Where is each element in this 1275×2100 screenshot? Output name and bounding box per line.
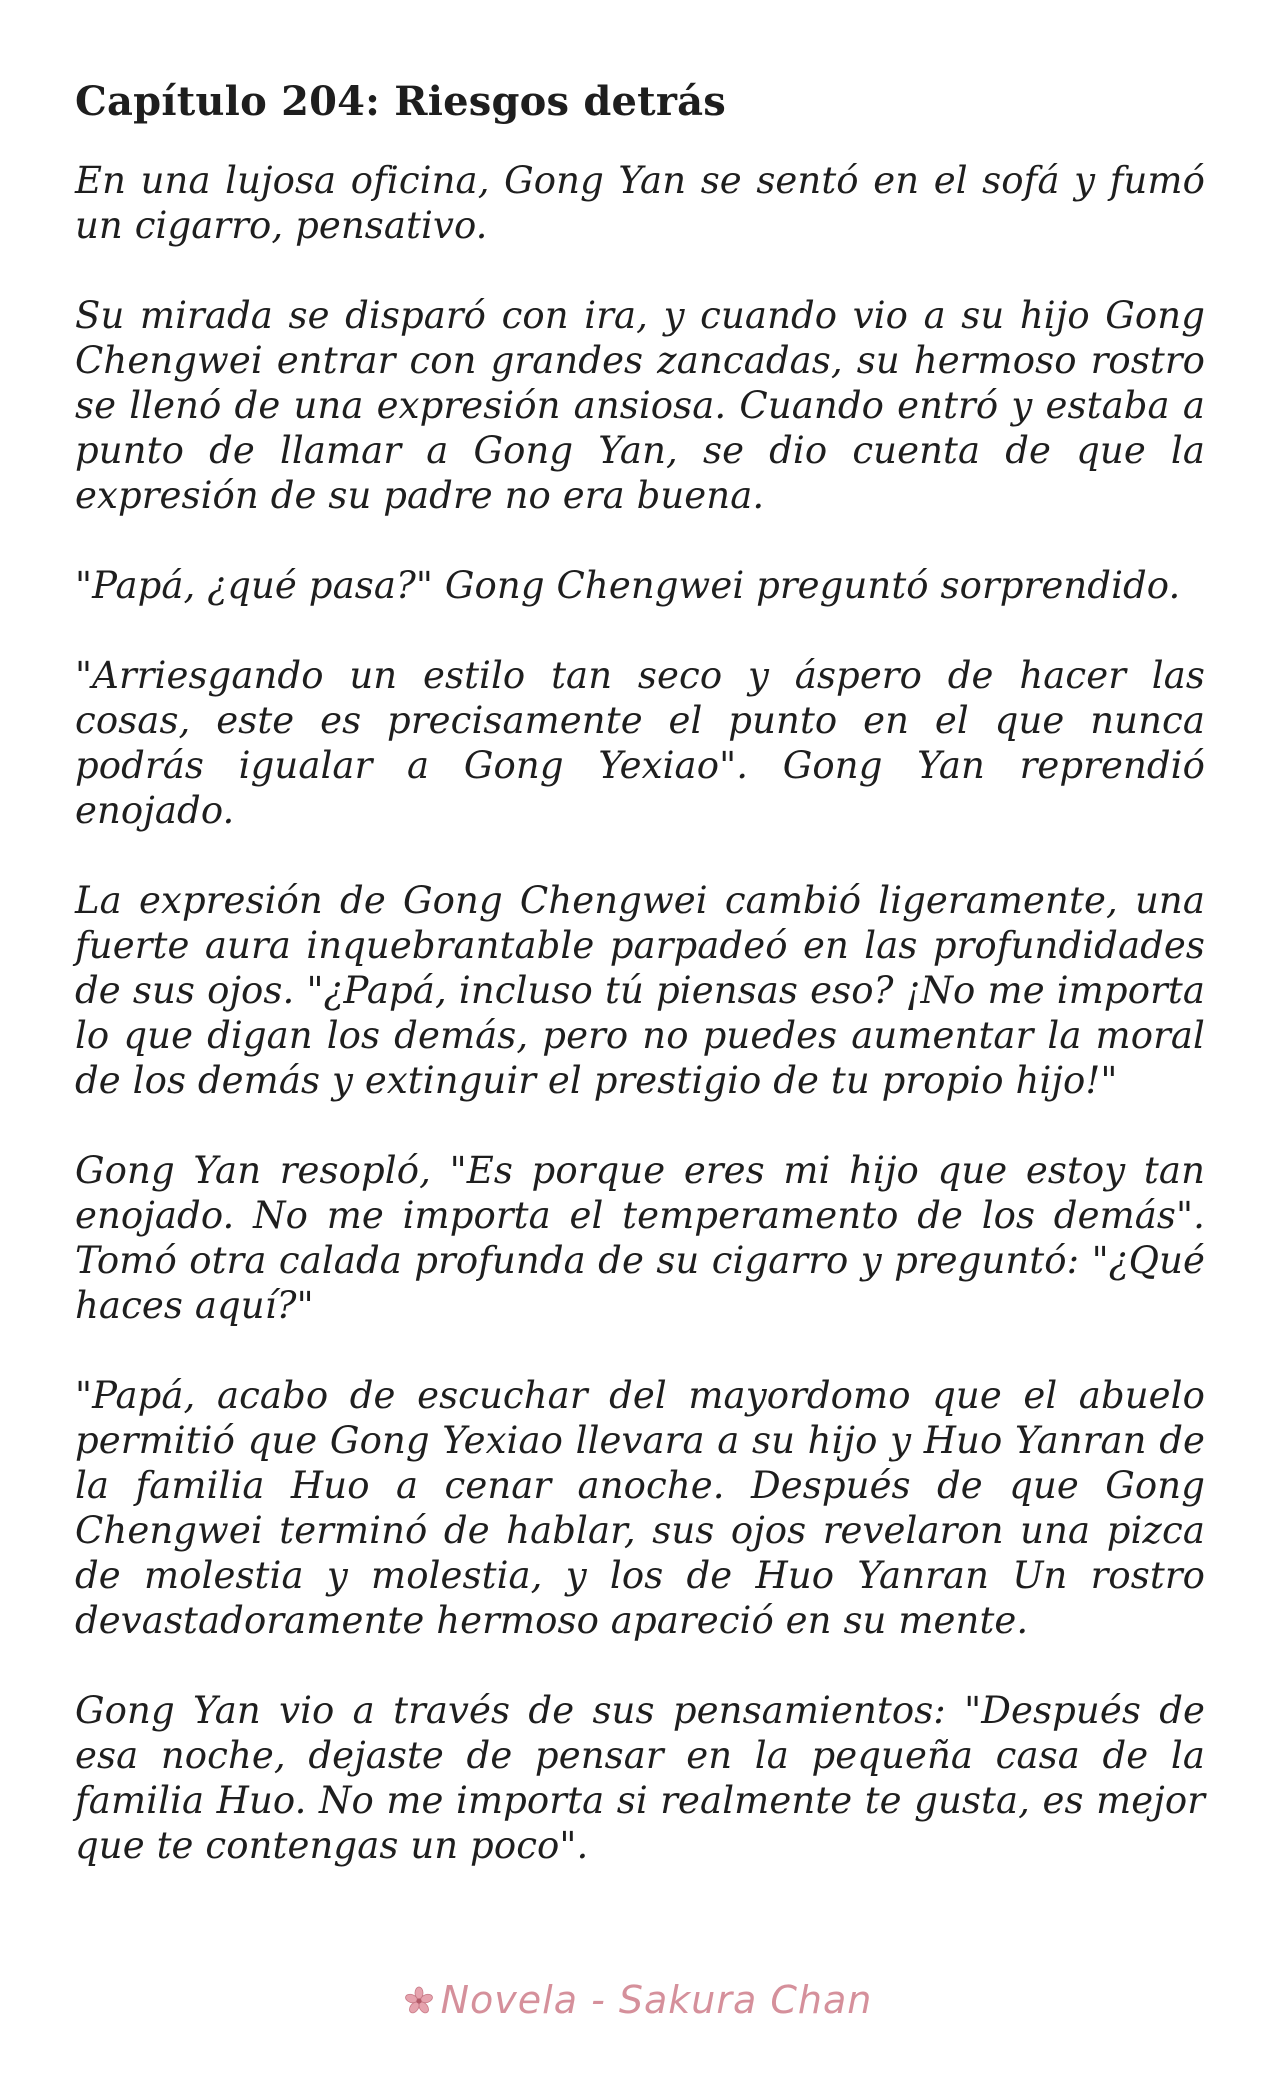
- paragraph-7: "Papá, acabo de escuchar del mayordomo que el abuelo permitió que Gong Yexiao llevara a su hijo y Huo Yanran de la familia Huo a cenar anoche. Después de que Gong Chengwei terminó de hablar, sus ojos revelaron una pizca de molestia y molestia, y los de Huo Yanran Un rostro devastadoramente hermoso apareció en su mente.: [75, 1374, 1205, 1642]
- paragraph-2: Su mirada se disparó con ira, y cuando vio a su hijo Gong Chengwei entrar con grandes zancadas, su hermoso rostro se llenó de una expresión ansiosa. Cuando entró y estaba a punto de llamar a Gong Yan, se dio cuenta de que la expresión de su padre no era buena.: [75, 294, 1205, 517]
- paragraph-5: La expresión de Gong Chengwei cambió ligeramente, una fuerte aura inquebrantable parpadeó en las profundidades de sus ojos. "¿Papá, incluso tú piensas eso? ¡No me importa lo que digan los demás, pero no puedes aumentar la moral de los demás y extinguir el prestigio de tu propio hijo!": [75, 879, 1205, 1102]
- document-page: [75, 70, 1205, 1913]
- paragraph-3: "Papá, ¿qué pasa?" Gong Chengwei preguntó sorprendido.: [75, 564, 1181, 607]
- paragraph-8: Gong Yan vio a través de sus pensamientos: "Después de esa noche, dejaste de pensar en la pequeña casa de la familia Huo. No me importa si realmente te gusta, es mejor que te contengas un poco".: [75, 1689, 1205, 1867]
- paragraph-1: En una lujosa oficina, Gong Yan se sentó en el sofá y fumó un cigarro, pensativo.: [75, 159, 1205, 247]
- paragraph-6: Gong Yan resopló, "Es porque eres mi hijo que estoy tan enojado. No me importa el temperamento de los demás". Tomó otra calada profunda de su cigarro y preguntó: "¿Qué haces aquí?": [75, 1149, 1205, 1327]
- watermark-text: Novela - Sakura Chan: [440, 1978, 873, 2022]
- watermark: [0, 1978, 1275, 2022]
- chapter-title: Capítulo 204: Riesgos detrás: [75, 78, 726, 125]
- paragraph-4: "Arriesgando un estilo tan seco y áspero de hacer las cosas, este es precisamente el punto en el que nunca podrás igualar a Gong Yexiao". Gong Yan reprendió enojado.: [75, 654, 1205, 832]
- sakura-flower-icon: [403, 1982, 435, 2014]
